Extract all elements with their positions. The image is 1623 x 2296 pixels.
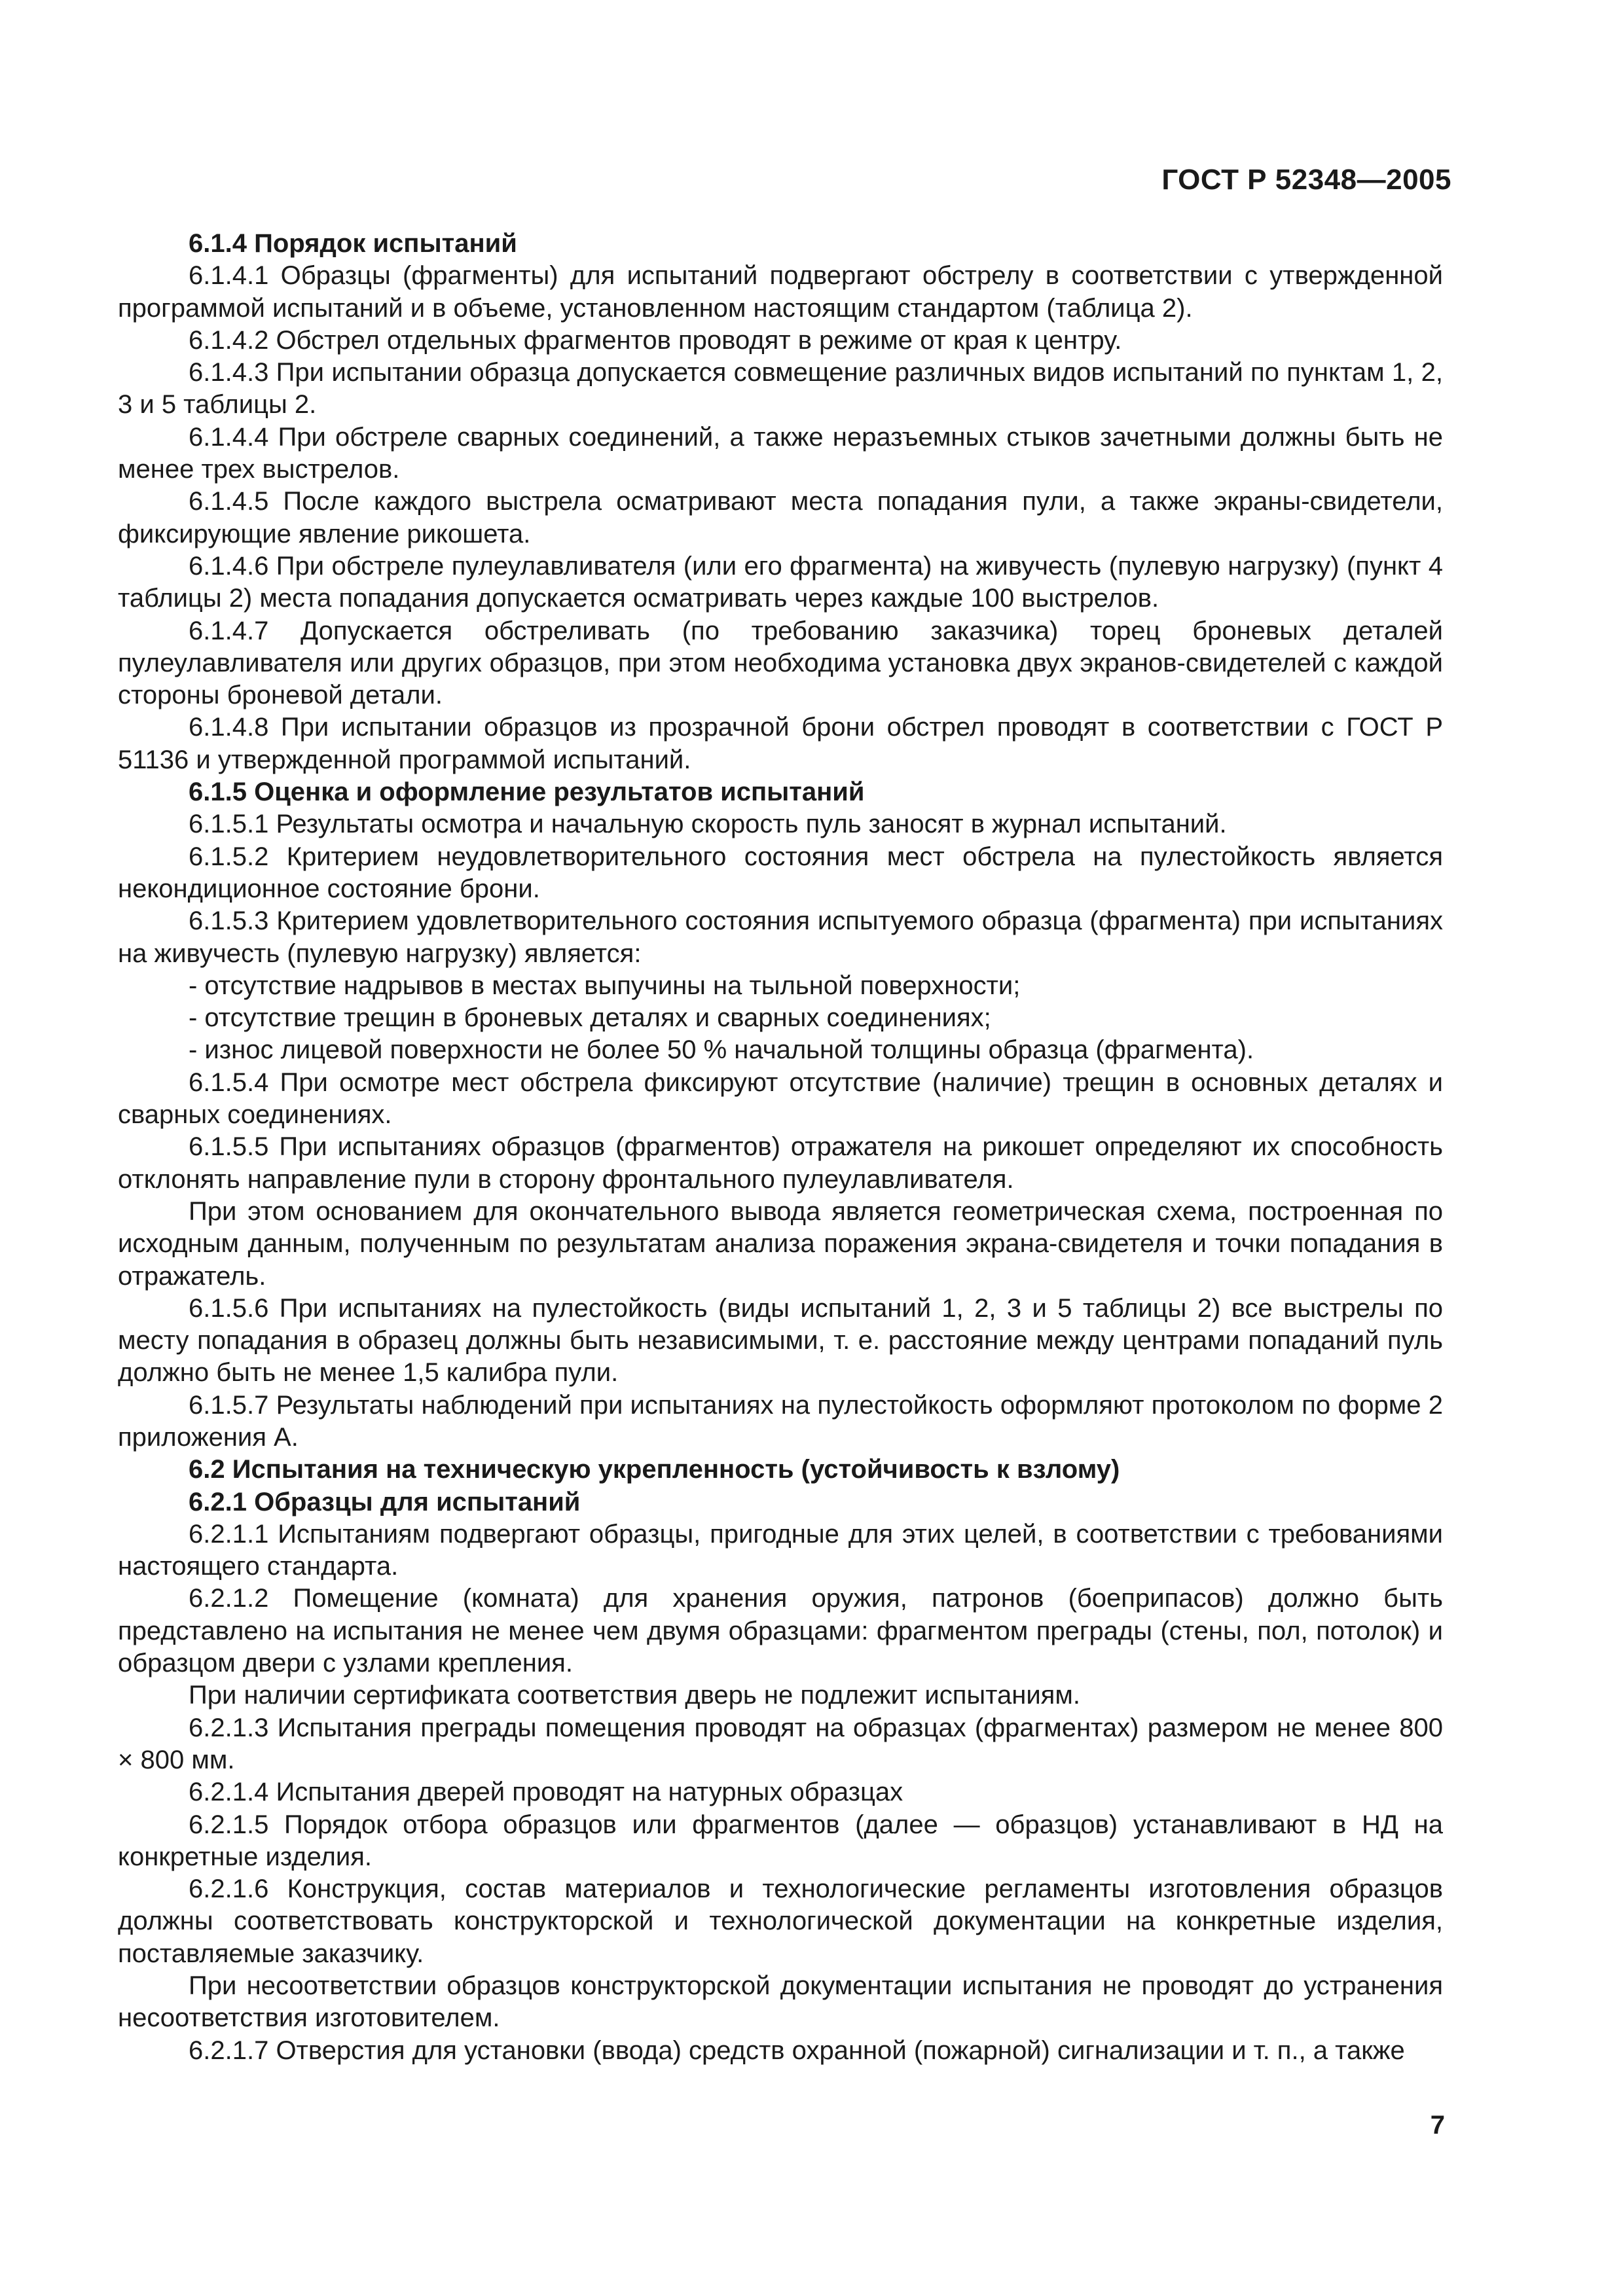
paragraph-6-1-5-6: 6.1.5.6 При испытаниях на пулестойкость (виды испытаний 1, 2, 3 и 5 таблицы 2) все выстрелы по месту попадания в образец должны быть независимыми, т. е. расстояние между центрами попаданий пуль должно быть не менее 1,5 калибра пули. — [118, 1293, 1443, 1388]
paragraph-6-1-5-5: 6.1.5.5 При испытаниях образцов (фрагментов) отражателя на рикошет определяют их способность отклонять направление пули в сторону фронтального пулеулавливателя. — [118, 1132, 1443, 1194]
section-heading-6-2-1: 6.2.1 Образцы для испытаний — [189, 1487, 581, 1516]
page-number: 7 — [1430, 2111, 1445, 2140]
paragraph-6-1-5-1: 6.1.5.1 Результаты осмотра и начальную скорость пуль заносят в журнал испытаний. — [189, 810, 1227, 839]
paragraph-6-2-1-4: 6.2.1.4 Испытания дверей проводят на натурных образцах — [189, 1778, 903, 1807]
paragraph-6-1-5-4: 6.1.5.4 При осмотре мест обстрела фиксируют отсутствие (наличие) трещин в основных деталях и сварных соединениях. — [118, 1067, 1443, 1130]
paragraph-6-1-4-2: 6.1.4.2 Обстрел отдельных фрагментов проводят в режиме от края к центру. — [189, 325, 1122, 355]
paragraph-6-1-5-7: 6.1.5.7 Результаты наблюдений при испытаниях на пулестойкость оформляют протоколом по форме 2 приложения А. — [118, 1390, 1443, 1452]
paragraph-6-2-1-7: 6.2.1.7 Отверстия для установки (ввода) средств охранной (пожарной) сигнализации и т. п., а также — [189, 2036, 1405, 2065]
paragraph-6-1-4-5: 6.1.4.5 После каждого выстрела осматривают места попадания пули, а также экраны-свидетели, фиксирующие явление рикошета. — [118, 487, 1443, 548]
paragraph-6-2-1-3: 6.2.1.3 Испытания преграды помещения проводят на образцах (фрагментах) размером не менее 800 × 800 мм. — [118, 1713, 1443, 1774]
paragraph-6-1-4-3: 6.1.4.3 При испытании образца допускается совмещение различных видов испытаний по пунктам 1, 2, 3 и 5 таблицы 2. — [118, 358, 1443, 420]
paragraph-6-2-1-5: 6.2.1.5 Порядок отбора образцов или фрагментов (далее — образцов) устанавливают в НД на конкретные изделия. — [118, 1810, 1443, 1871]
paragraph-6-1-5-2: 6.1.5.2 Критерием неудовлетворительного состояния мест обстрела на пулестойкость является некондиционное состояние брони. — [118, 842, 1443, 903]
list-item: - отсутствие надрывов в местах выпучины на тыльной поверхности; — [189, 971, 1021, 1000]
paragraph-6-1-4-4: 6.1.4.4 При обстреле сварных соединений, а также неразъемных стыков зачетными должны быть не менее трех выстрелов. — [118, 422, 1443, 484]
paragraph-6-1-4-7: 6.1.4.7 Допускается обстреливать (по требованию заказчика) торец броневых деталей пулеулавливателя или других образцов, при этом необходима установка двух экранов-свидетелей с каждой стороны броневой детали. — [118, 616, 1443, 710]
paragraph-6-2-1-6: 6.2.1.6 Конструкция, состав материалов и технологические регламенты изготовления образцов должны соответствовать конструкторской и технологической документации на конкретные изделия, поставляемые заказчику. — [118, 1874, 1443, 1968]
section-heading-6-1-4: 6.1.4 Порядок испытаний — [189, 229, 517, 258]
list-item: - отсутствие трещин в броневых деталях и сварных соединениях; — [189, 1003, 991, 1033]
paragraph-6-2-1-1: 6.2.1.1 Испытаниям подвергают образцы, пригодные для этих целей, в соответствии с требованиями настоящего стандарта. — [118, 1519, 1443, 1581]
document-code-header: ГОСТ Р 52348—2005 — [1161, 164, 1451, 196]
paragraph-6-2-1-2: 6.2.1.2 Помещение (комната) для хранения оружия, патронов (боеприпасов) должно быть представлено на испытания не менее чем двумя образцами: фрагментом преграды (стены, пол, потолок) и образцом двери с узлами крепления. — [118, 1584, 1443, 1678]
paragraph-6-2-1-6-continued: При несоответствии образцов конструкторской документации испытания не проводят до устранения несоответствия изготовителем. — [118, 1971, 1443, 2033]
section-heading-6-1-5: 6.1.5 Оценка и оформление результатов испытаний — [189, 778, 865, 807]
paragraph-6-1-5-3: 6.1.5.3 Критерием удовлетворительного состояния испытуемого образца (фрагмента) при испытаниях на живучесть (пулевую нагрузку) является: — [118, 906, 1443, 968]
document-body — [118, 228, 1443, 2067]
paragraph-6-2-1-2-continued: При наличии сертификата соответствия дверь не подлежит испытаниям. — [189, 1681, 1080, 1710]
section-heading-6-2: 6.2 Испытания на техническую укрепленность (устойчивость к взлому) — [189, 1455, 1120, 1484]
paragraph-6-1-5-5-continued: При этом основанием для окончательного вывода является геометрическая схема, построенная по исходным данным, полученным по результатам анализа поражения экрана-свидетеля и точки попадания в отражатель. — [118, 1196, 1443, 1291]
paragraph-6-1-4-6: 6.1.4.6 При обстреле пулеулавливателя (или его фрагмента) на живучесть (пулевую нагрузку) (пункт 4 таблицы 2) места попадания допускается осматривать через каждые 100 выстрелов. — [118, 551, 1443, 613]
paragraph-6-1-4-8: 6.1.4.8 При испытании образцов из прозрачной брони обстрел проводят в соответствии с ГОСТ Р 51136 и утвержденной программой испытаний. — [118, 713, 1443, 774]
list-item: - износ лицевой поверхности не более 50 % начальной толщины образца (фрагмента). — [189, 1035, 1254, 1065]
paragraph-6-1-4-1: 6.1.4.1 Образцы (фрагменты) для испытаний подвергают обстрелу в соответствии с утвержденной программой испытаний и в объеме, установленном настоящим стандартом (таблица 2). — [118, 261, 1443, 323]
